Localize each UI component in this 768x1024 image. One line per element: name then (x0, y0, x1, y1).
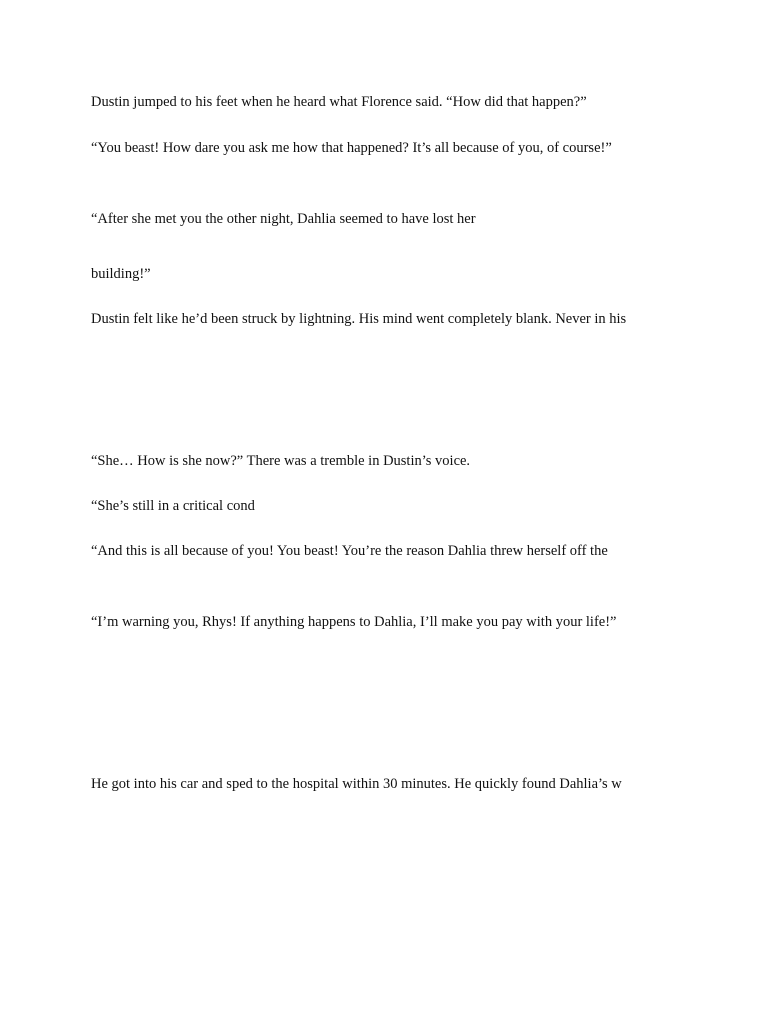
text-line: “And this is all because of you! You beast! You’re the reason Dahlia threw herself off the (91, 543, 608, 559)
text-line: “I’m warning you, Rhys! If anything happens to Dahlia, I’ll make you pay with your life!” (91, 614, 617, 630)
text-line: “You beast! How dare you ask me how that happened? It’s all because of you, of course!” (91, 140, 612, 156)
text-line: building!” (91, 266, 151, 282)
text-line: “She’s still in a critical cond (91, 498, 255, 514)
text-line: He got into his car and sped to the hospital within 30 minutes. He quickly found Dahlia’s w (91, 776, 622, 792)
text-line: Dustin felt like he’d been struck by lightning. His mind went completely blank. Never in his (91, 311, 627, 327)
text-line: “She… How is she now?” There was a tremble in Dustin’s voice. (91, 453, 471, 469)
text-line: “After she met you the other night, Dahlia seemed to have lost her (91, 211, 476, 227)
text-line: Dustin jumped to his feet when he heard what Florence said. “How did that happen?” (91, 94, 587, 110)
